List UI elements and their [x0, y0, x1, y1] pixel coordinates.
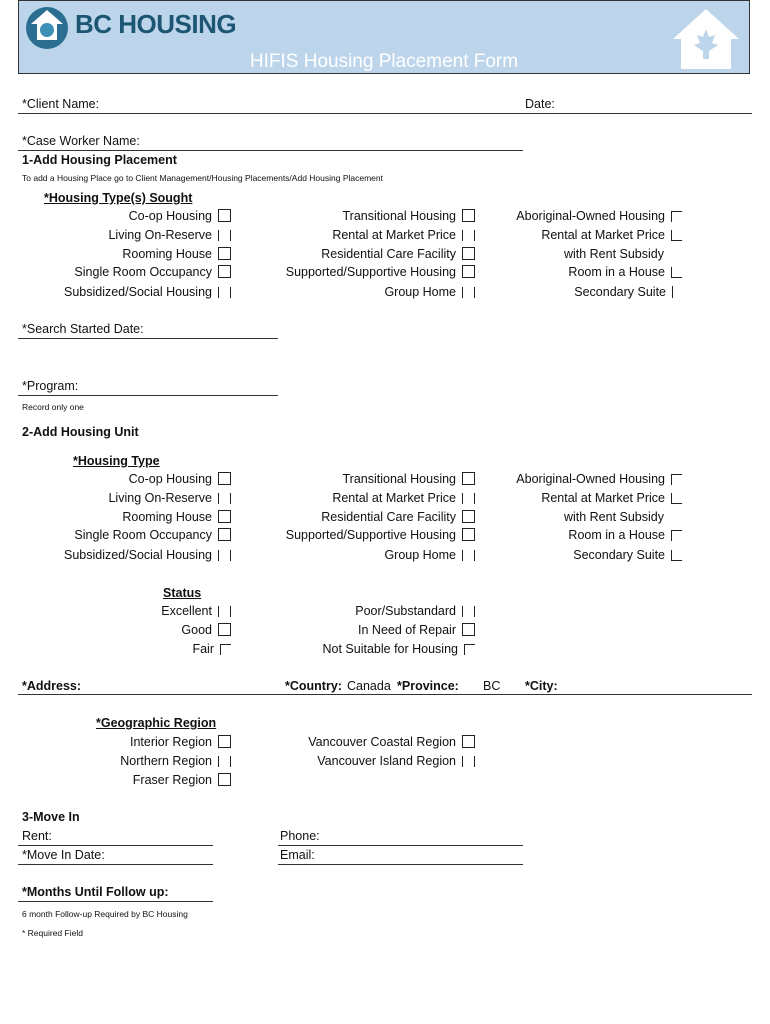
checkbox[interactable]: [671, 530, 682, 541]
checkbox[interactable]: [462, 756, 475, 767]
status-poor: Poor/Substandard: [355, 604, 475, 618]
date-label: Date:: [525, 97, 555, 111]
checkbox[interactable]: [462, 287, 475, 298]
country-label: *Country:: [285, 679, 342, 693]
s1-residential: Residential Care Facility: [321, 247, 475, 261]
email-label: Email:: [280, 848, 315, 862]
checkbox[interactable]: [218, 510, 231, 523]
s2-market: Rental at Market Price: [332, 491, 475, 505]
move-in-date-line[interactable]: [18, 864, 213, 865]
checkbox[interactable]: [462, 510, 475, 523]
region-northern: Northern Region: [120, 754, 231, 768]
rent-line[interactable]: [18, 845, 213, 846]
checkbox[interactable]: [464, 644, 475, 655]
section3-title: 3-Move In: [22, 810, 80, 824]
checkbox[interactable]: [218, 606, 231, 617]
checkbox[interactable]: [218, 209, 231, 222]
status-not-suitable: Not Suitable for Housing: [323, 642, 476, 656]
checkbox[interactable]: [671, 211, 682, 222]
s1-market: Rental at Market Price: [332, 228, 475, 242]
address-line[interactable]: [18, 694, 752, 695]
checkbox[interactable]: [462, 247, 475, 260]
province-value[interactable]: BC: [483, 679, 501, 693]
checkbox[interactable]: [220, 644, 231, 655]
s1-rent-subsidy-line: with Rent Subsidy: [563, 247, 664, 261]
case-worker-label: *Case Worker Name:: [22, 134, 140, 148]
status-excellent: Excellent: [161, 604, 231, 618]
housing-type-heading: *Housing Type: [73, 454, 160, 468]
checkbox[interactable]: [218, 623, 231, 636]
housing-types-heading: *Housing Type(s) Sought: [44, 191, 193, 205]
months-note: 6 month Follow-up Required by BC Housing: [22, 909, 188, 919]
checkbox[interactable]: [218, 756, 231, 767]
checkbox[interactable]: [462, 493, 475, 504]
s2-group-home: Group Home: [384, 548, 475, 562]
program-label: *Program:: [22, 379, 79, 393]
program-note: Record only one: [22, 402, 84, 412]
checkbox[interactable]: [218, 230, 231, 241]
status-good: Good: [181, 623, 231, 637]
s1-supportive: Supported/Supportive Housing: [286, 265, 475, 279]
status-fair: Fair: [192, 642, 231, 656]
s1-coop: Co-op Housing: [129, 209, 231, 223]
s2-on-reserve: Living On-Reserve: [108, 491, 231, 505]
checkbox[interactable]: [218, 265, 231, 278]
region-fraser: Fraser Region: [133, 773, 231, 787]
checkbox[interactable]: [671, 267, 682, 278]
checkbox[interactable]: [462, 623, 475, 636]
checkbox[interactable]: [218, 528, 231, 541]
s2-market-subsidy: Rental at Market Price: [541, 491, 682, 505]
s2-aboriginal: Aboriginal-Owned Housing: [516, 472, 682, 486]
section1-note: To add a Housing Place go to Client Management/Housing Placements/Add Housing Placement: [22, 173, 383, 183]
checkbox[interactable]: [218, 735, 231, 748]
section1-title: 1-Add Housing Placement: [22, 153, 177, 167]
checkbox[interactable]: [218, 247, 231, 260]
checkbox[interactable]: [462, 735, 475, 748]
checkbox[interactable]: [671, 550, 682, 561]
checkbox[interactable]: [218, 773, 231, 786]
address-label: *Address:: [22, 679, 82, 693]
checkbox[interactable]: [462, 230, 475, 241]
checkbox[interactable]: [218, 493, 231, 504]
case-worker-line[interactable]: [18, 150, 523, 151]
program-line[interactable]: [18, 395, 278, 396]
s1-sro: Single Room Occupancy: [74, 265, 231, 279]
checkbox[interactable]: [462, 265, 475, 278]
s1-on-reserve: Living On-Reserve: [108, 228, 231, 242]
city-label: *City:: [525, 679, 558, 693]
checkbox[interactable]: [462, 472, 475, 485]
search-started-line[interactable]: [18, 338, 278, 339]
s1-aboriginal: Aboriginal-Owned Housing: [516, 209, 682, 223]
region-heading: *Geographic Region: [96, 716, 217, 730]
months-follow-up-label: *Months Until Follow up:: [22, 885, 169, 899]
s1-group-home: Group Home: [384, 285, 475, 299]
email-line[interactable]: [278, 864, 523, 865]
s1-secondary-suite: Secondary Suite: [574, 285, 675, 299]
move-in-date-label: *Move In Date:: [22, 848, 105, 862]
region-vancouver-island: Vancouver Island Region: [317, 754, 475, 768]
s1-transitional: Transitional Housing: [343, 209, 475, 223]
phone-line[interactable]: [278, 845, 523, 846]
checkbox[interactable]: [671, 474, 682, 485]
s2-rooming: Rooming House: [122, 510, 231, 524]
checkbox[interactable]: [462, 209, 475, 222]
search-started-label: *Search Started Date:: [22, 322, 144, 336]
country-value[interactable]: Canada: [347, 679, 391, 693]
checkbox[interactable]: [218, 287, 231, 298]
logo-text: BC HOUSING: [75, 9, 237, 39]
s2-secondary-suite: Secondary Suite: [573, 548, 682, 562]
checkbox[interactable]: [218, 472, 231, 485]
checkbox[interactable]: [218, 550, 231, 561]
checkbox[interactable]: [671, 230, 682, 241]
s2-coop: Co-op Housing: [129, 472, 231, 486]
region-interior: Interior Region: [130, 735, 231, 749]
phone-label: Phone:: [280, 829, 320, 843]
status-heading: Status: [163, 586, 202, 600]
required-note: * Required Field: [22, 928, 83, 938]
checkbox[interactable]: [672, 286, 675, 298]
s1-market-subsidy: Rental at Market Price: [541, 228, 682, 242]
s2-sro: Single Room Occupancy: [74, 528, 231, 542]
s2-residential: Residential Care Facility: [321, 510, 475, 524]
s2-rent-subsidy-line: with Rent Subsidy: [563, 510, 664, 524]
months-follow-up-line[interactable]: [18, 901, 213, 902]
s2-supportive: Supported/Supportive Housing: [286, 528, 475, 542]
checkbox[interactable]: [671, 493, 682, 504]
checkbox[interactable]: [462, 528, 475, 541]
header-banner: [18, 0, 750, 74]
checkbox[interactable]: [462, 606, 475, 617]
s2-subsidized: Subsidized/Social Housing: [64, 548, 231, 562]
client-name-label: *Client Name:: [22, 97, 100, 111]
bc-housing-logo-icon: [23, 4, 73, 52]
form-title: HIFIS Housing Placement Form: [249, 51, 519, 72]
status-repair: In Need of Repair: [358, 623, 475, 637]
checkbox[interactable]: [462, 550, 475, 561]
rent-label: Rent:: [22, 829, 52, 843]
section2-title: 2-Add Housing Unit: [22, 425, 139, 439]
s1-subsidized: Subsidized/Social Housing: [64, 285, 231, 299]
s2-room-in-house: Room in a House: [568, 528, 682, 542]
s1-rooming: Rooming House: [122, 247, 231, 261]
client-name-line[interactable]: [18, 113, 752, 114]
s2-transitional: Transitional Housing: [343, 472, 475, 486]
house-maple-leaf-icon: [671, 7, 741, 71]
province-label: *Province:: [397, 679, 459, 693]
s1-room-in-house: Room in a House: [568, 265, 682, 279]
region-vancouver-coastal: Vancouver Coastal Region: [308, 735, 475, 749]
